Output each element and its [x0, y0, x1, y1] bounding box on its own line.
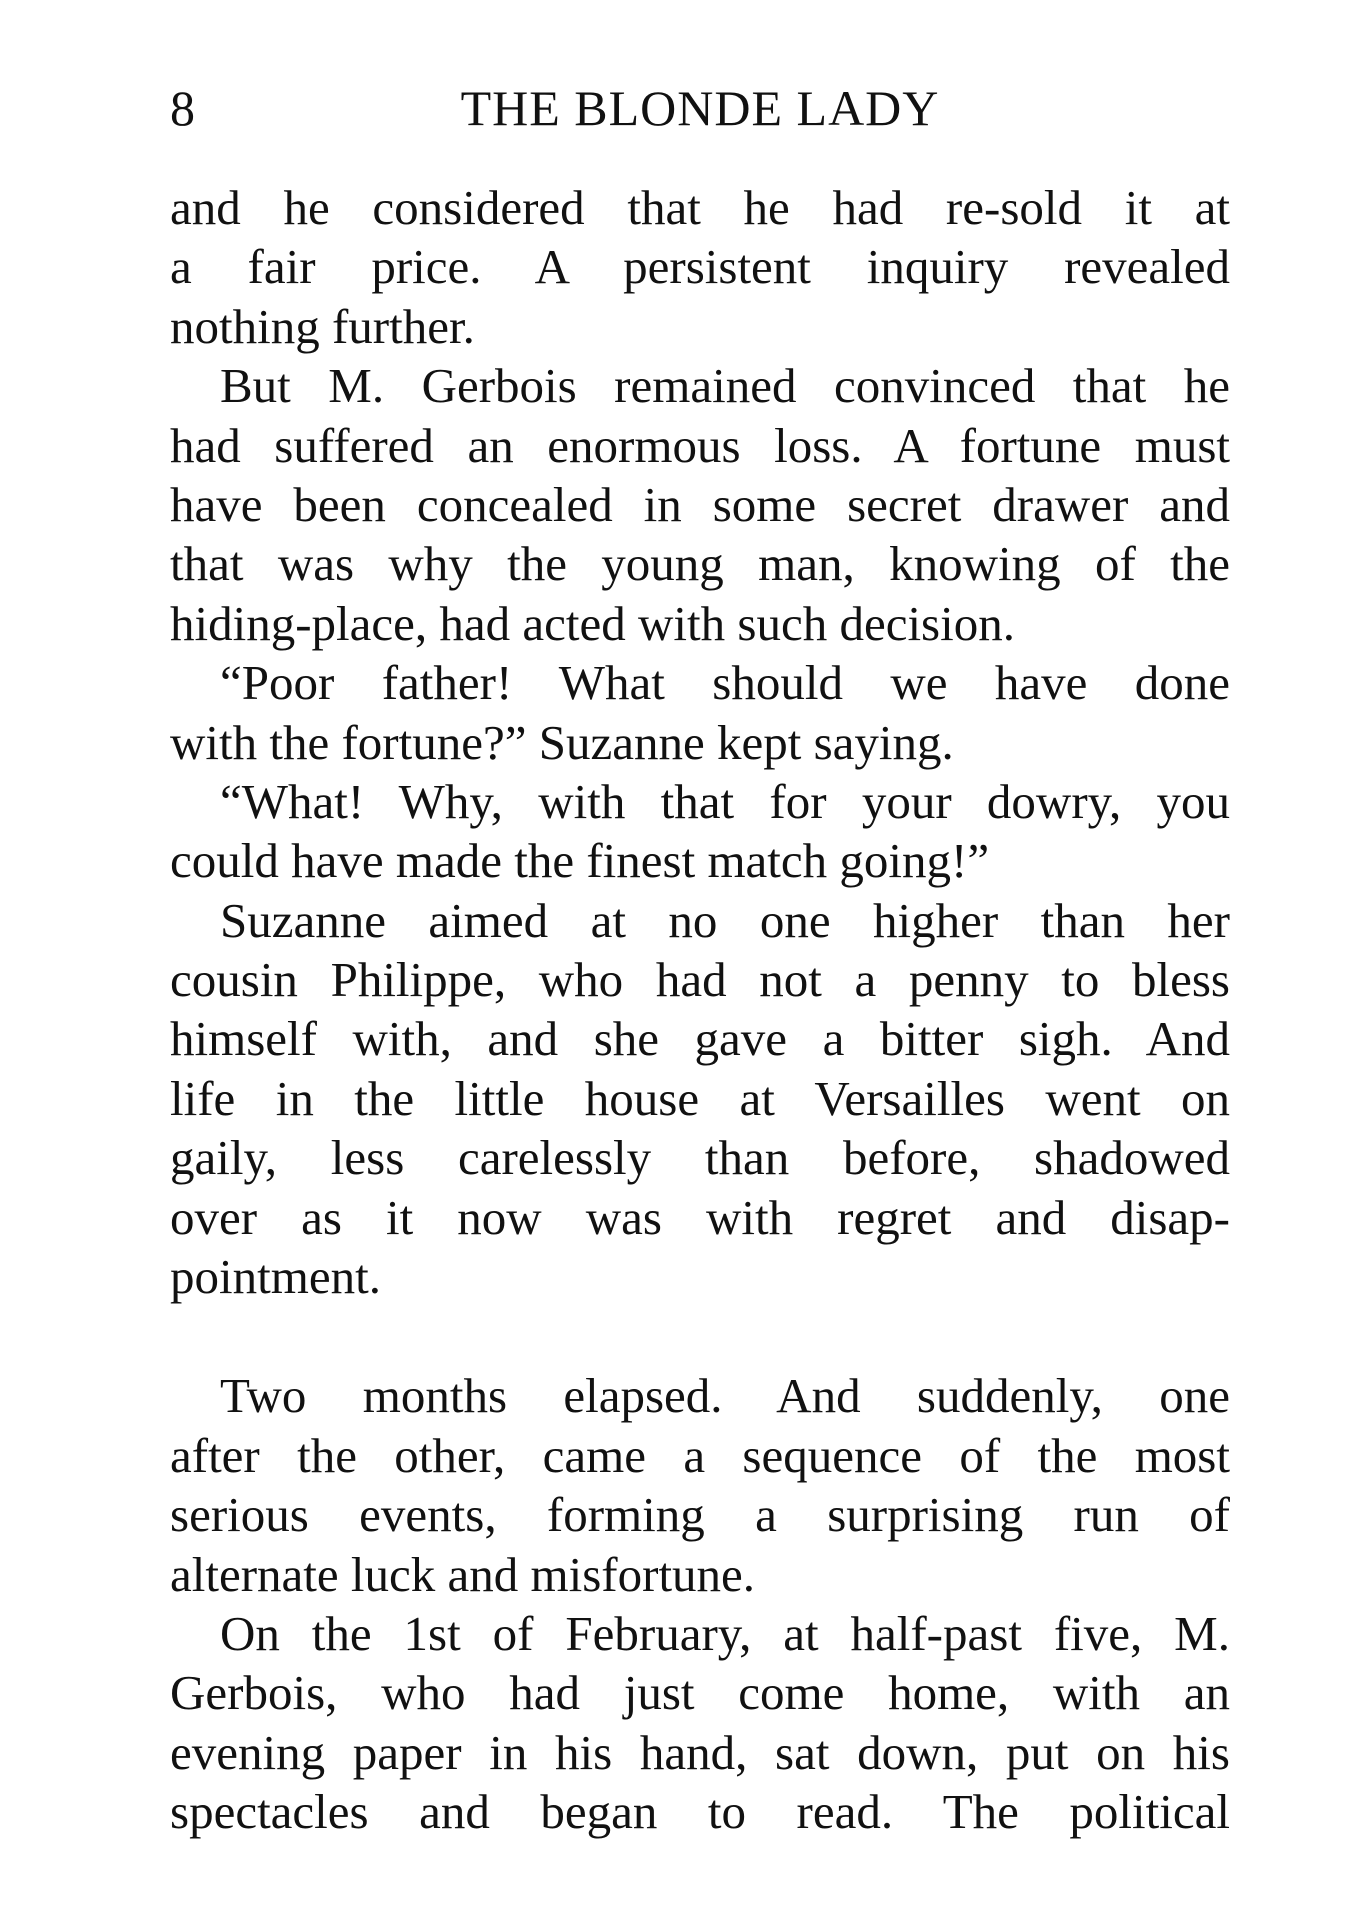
text-line: have been concealed in some secret drawer and — [170, 476, 1230, 532]
text-line: spectacles and began to read. The political — [170, 1784, 1230, 1840]
text-line: hiding-place, had acted with such decision. — [170, 595, 1015, 651]
text-line: “Poor father! What should we have done — [220, 655, 1230, 711]
text-line: that was why the young man, knowing of the — [170, 536, 1230, 592]
text-line: after the other, came a sequence of the most — [170, 1427, 1230, 1483]
text-line: nothing further. — [170, 298, 475, 354]
paragraph — [170, 1604, 1230, 1842]
text-line: Two months elapsed. And suddenly, one — [220, 1368, 1230, 1424]
paragraph — [170, 772, 1230, 891]
body-text — [170, 178, 1230, 1842]
paragraph — [170, 1366, 1230, 1604]
text-line: a fair price. A persistent inquiry revealed — [170, 239, 1230, 295]
text-line: himself with, and she gave a bitter sigh. And — [170, 1011, 1230, 1067]
text-line: life in the little house at Versailles went on — [170, 1070, 1230, 1126]
text-line: had suffered an enormous loss. A fortune must — [170, 417, 1230, 473]
page-number: 8 — [170, 80, 195, 136]
text-line: alternate luck and misfortune. — [170, 1546, 756, 1602]
text-line: Gerbois, who had just come home, with an — [170, 1665, 1230, 1721]
text-line: “What! Why, with that for your dowry, you — [220, 773, 1230, 829]
text-line: could have made the finest match going!” — [170, 833, 990, 889]
text-line: But M. Gerbois remained convinced that he — [220, 358, 1230, 414]
text-line: evening paper in his hand, sat down, put on his — [170, 1724, 1230, 1780]
text-line: serious events, forming a surprising run of — [170, 1487, 1230, 1543]
text-line: and he considered that he had re-sold it at — [170, 180, 1230, 235]
text-line: over as it now was with regret and disap- — [170, 1189, 1230, 1245]
running-head — [170, 78, 1230, 138]
paragraph — [170, 178, 1230, 356]
text-line: gaily, less carelessly than before, shadowed — [170, 1130, 1230, 1186]
paragraph — [170, 891, 1230, 1307]
text-line: cousin Philippe, who had not a penny to bless — [170, 952, 1230, 1008]
paragraph — [170, 653, 1230, 772]
paragraph — [170, 356, 1230, 653]
text-line: Suzanne aimed at no one higher than her — [220, 892, 1230, 948]
running-title: THE BLONDE LADY — [460, 80, 940, 136]
text-line: On the 1st of February, at half-past five, M. — [220, 1605, 1230, 1661]
text-line: pointment. — [170, 1249, 381, 1305]
section-break — [170, 1306, 1230, 1366]
text-line: with the fortune?” Suzanne kept saying. — [170, 714, 954, 770]
